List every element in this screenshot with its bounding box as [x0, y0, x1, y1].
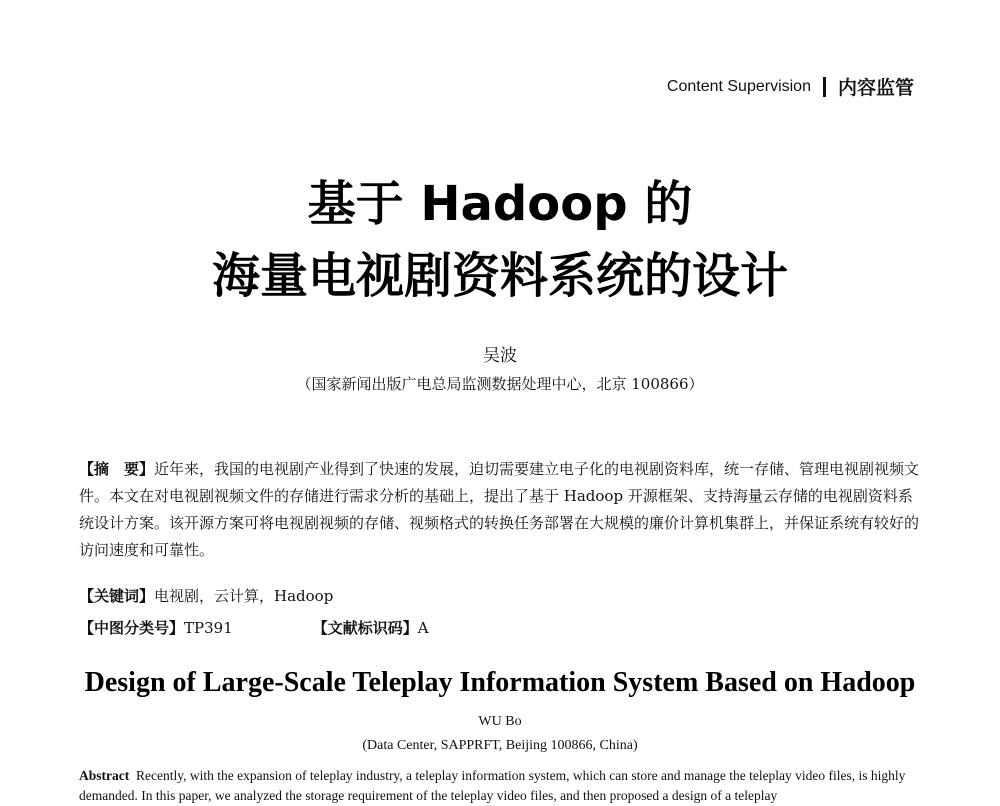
author-zh: 吴波 — [483, 346, 517, 366]
section-divider-bar — [823, 77, 826, 97]
classification-line — [79, 617, 429, 638]
keywords-zh — [79, 585, 333, 606]
clc-value: TP391 — [184, 619, 233, 637]
title-zh-line1: 基于 Hadoop 的 — [307, 176, 693, 232]
abstract-zh — [79, 456, 925, 564]
keywords-text: 电视剧，云计算，Hadoop — [154, 587, 334, 605]
abstract-zh-text: 近年来，我国的电视剧产业得到了快速的发展，迫切需要建立电子化的电视剧资料库，统一存储、管理电视剧视频文件。本文在对电视剧视频文件的存储进行需求分析的基础上，提出了基于 Hadoop 开源框架、支持海量云存储的电视剧资料系统设计方案。该开源方案可将电视剧视频的存储、视频格式的转换任务部署在大规模的廉价计算机集群上，并保证系统有较好的访问速度和可靠性。 — [79, 460, 920, 559]
doc-code-value: A — [417, 619, 429, 637]
affiliation-en: (Data Center, SAPPRFT, Beijing 100866, China) — [362, 738, 638, 753]
keywords-label: 【关键词】 — [79, 587, 155, 605]
title-en: Design of Large-Scale Teleplay Information System Based on Hadoop — [84, 667, 916, 698]
affiliation-zh: （国家新闻出版广电总局监测数据处理中心，北京 100866） — [296, 375, 704, 393]
title-zh-line2: 海量电视剧资料系统的设计 — [211, 248, 788, 304]
section-label-zh: 内容监管 — [837, 77, 914, 99]
section-label-en: Content Supervision — [666, 77, 811, 95]
abstract-en — [79, 766, 925, 806]
clc-label: 【中图分类号】 — [79, 619, 185, 637]
abstract-en-text: Recently, with the expansion of teleplay industry, a teleplay information system, which can store and manage the teleplay video files, is highly demanded. In this paper, we analyzed the storage requirement of the teleplay video files, and then proposed a design of a teleplay — [79, 768, 906, 803]
abstract-en-label: Abstract — [79, 768, 130, 783]
abstract-zh-label: 【摘 要】 — [79, 460, 155, 478]
section-header — [667, 73, 914, 100]
doc-code-label: 【文献标识码】 — [312, 619, 418, 637]
author-en: WU Bo — [478, 714, 522, 729]
